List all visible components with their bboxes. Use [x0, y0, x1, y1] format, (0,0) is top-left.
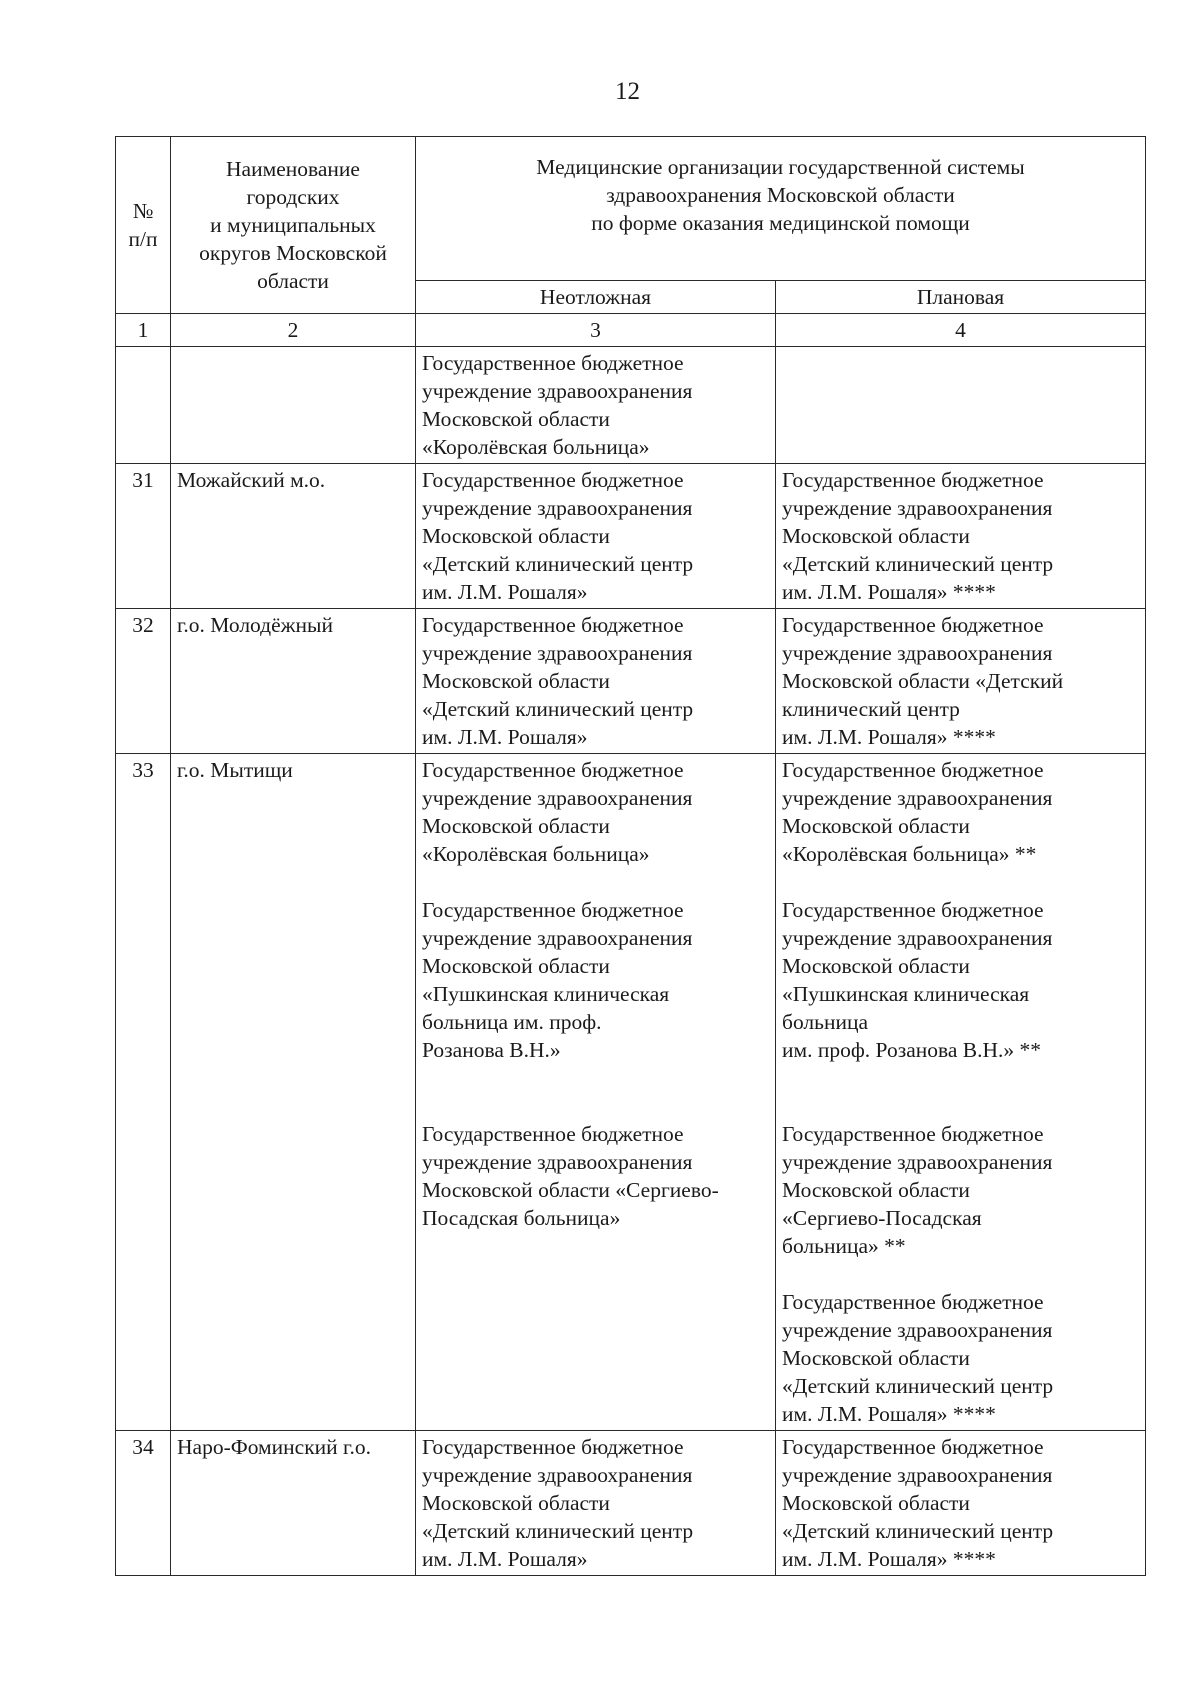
- row-number: 31: [116, 464, 171, 609]
- district-name: [171, 347, 416, 464]
- table-row: [116, 609, 1146, 754]
- organization-entry: Государственное бюджетное учреждение здравоохранения Московской области «Детский клинический центр им. Л.М. Рошаля»: [422, 1435, 694, 1571]
- column-index-row: [116, 314, 1146, 347]
- organization-entry: Государственное бюджетное учреждение здравоохранения Московской области «Королёвская больница» **: [782, 758, 1053, 866]
- planned-cell: [776, 347, 1146, 464]
- row-number: 32: [116, 609, 171, 754]
- organization-entry: Государственное бюджетное учреждение здравоохранения Московской области «Пушкинская клиническая больница им. проф. Розанова В.Н.» **: [782, 898, 1053, 1062]
- organization-entry: Государственное бюджетное учреждение здравоохранения Московской области «Детский клинический центр им. Л.М. Рошаля»: [422, 613, 694, 749]
- district-name: г.о. Мытищи: [171, 754, 416, 1431]
- index-1: 1: [116, 314, 171, 347]
- urgent-cell: [416, 1431, 776, 1576]
- organization-entry: Государственное бюджетное учреждение здравоохранения Московской области «Детский клинический центр им. Л.М. Рошаля» ****: [782, 613, 1064, 749]
- organization-entry: Государственное бюджетное учреждение здравоохранения Московской области «Детский клинический центр им. Л.М. Рошаля» ****: [782, 1290, 1054, 1426]
- index-2: 2: [171, 314, 416, 347]
- page-number: 12: [615, 78, 640, 105]
- urgent-cell: [416, 754, 776, 1431]
- organization-entry: Государственное бюджетное учреждение здравоохранения Московской области «Пушкинская клиническая больница им. проф. Розанова В.Н.»: [422, 898, 693, 1062]
- urgent-cell: [416, 609, 776, 754]
- index-4: 4: [776, 314, 1146, 347]
- district-name: Наро-Фоминский г.о.: [171, 1431, 416, 1576]
- header-planned: Плановая: [776, 281, 1146, 314]
- organizations-table: [115, 136, 1146, 1576]
- organization-entry: Государственное бюджетное учреждение здравоохранения Московской области «Детский клинический центр им. Л.М. Рошаля» ****: [782, 1435, 1054, 1571]
- planned-cell: [776, 609, 1146, 754]
- table-row: [116, 754, 1146, 1431]
- table-row: [116, 464, 1146, 609]
- district-name: г.о. Молодёжный: [171, 609, 416, 754]
- header-district-name: Наименование городских и муниципальных округов Московской области: [171, 137, 416, 314]
- urgent-cell: [416, 464, 776, 609]
- row-number: [116, 347, 171, 464]
- table-row: [116, 347, 1146, 464]
- row-number: 33: [116, 754, 171, 1431]
- planned-cell: [776, 754, 1146, 1431]
- planned-cell: [776, 464, 1146, 609]
- organization-entry: Государственное бюджетное учреждение здравоохранения Московской области «Королёвская больница»: [422, 351, 693, 459]
- table-row: [116, 1431, 1146, 1576]
- organization-entry: Государственное бюджетное учреждение здравоохранения Московской области «Королёвская больница»: [422, 758, 693, 866]
- organization-entry: Государственное бюджетное учреждение здравоохранения Московской области «Детский клинический центр им. Л.М. Рошаля» ****: [782, 468, 1054, 604]
- header-number: № п/п: [116, 137, 171, 314]
- header-urgent: Неотложная: [416, 281, 776, 314]
- organization-entry: Государственное бюджетное учреждение здравоохранения Московской области «Детский клинический центр им. Л.М. Рошаля»: [422, 468, 694, 604]
- row-number: 34: [116, 1431, 171, 1576]
- table-header-row: [116, 137, 1146, 281]
- planned-cell: [776, 1431, 1146, 1576]
- header-medical-organizations: Медицинские организации государственной системы здравоохранения Московской области по форме оказания медицинской помощи: [416, 137, 1146, 281]
- urgent-cell: [416, 347, 776, 464]
- index-3: 3: [416, 314, 776, 347]
- organization-entry: Государственное бюджетное учреждение здравоохранения Московской области «Сергиево- Посадская больница»: [422, 1122, 719, 1230]
- organization-entry: Государственное бюджетное учреждение здравоохранения Московской области «Сергиево-Посадская больница» **: [782, 1122, 1053, 1258]
- district-name: Можайский м.о.: [171, 464, 416, 609]
